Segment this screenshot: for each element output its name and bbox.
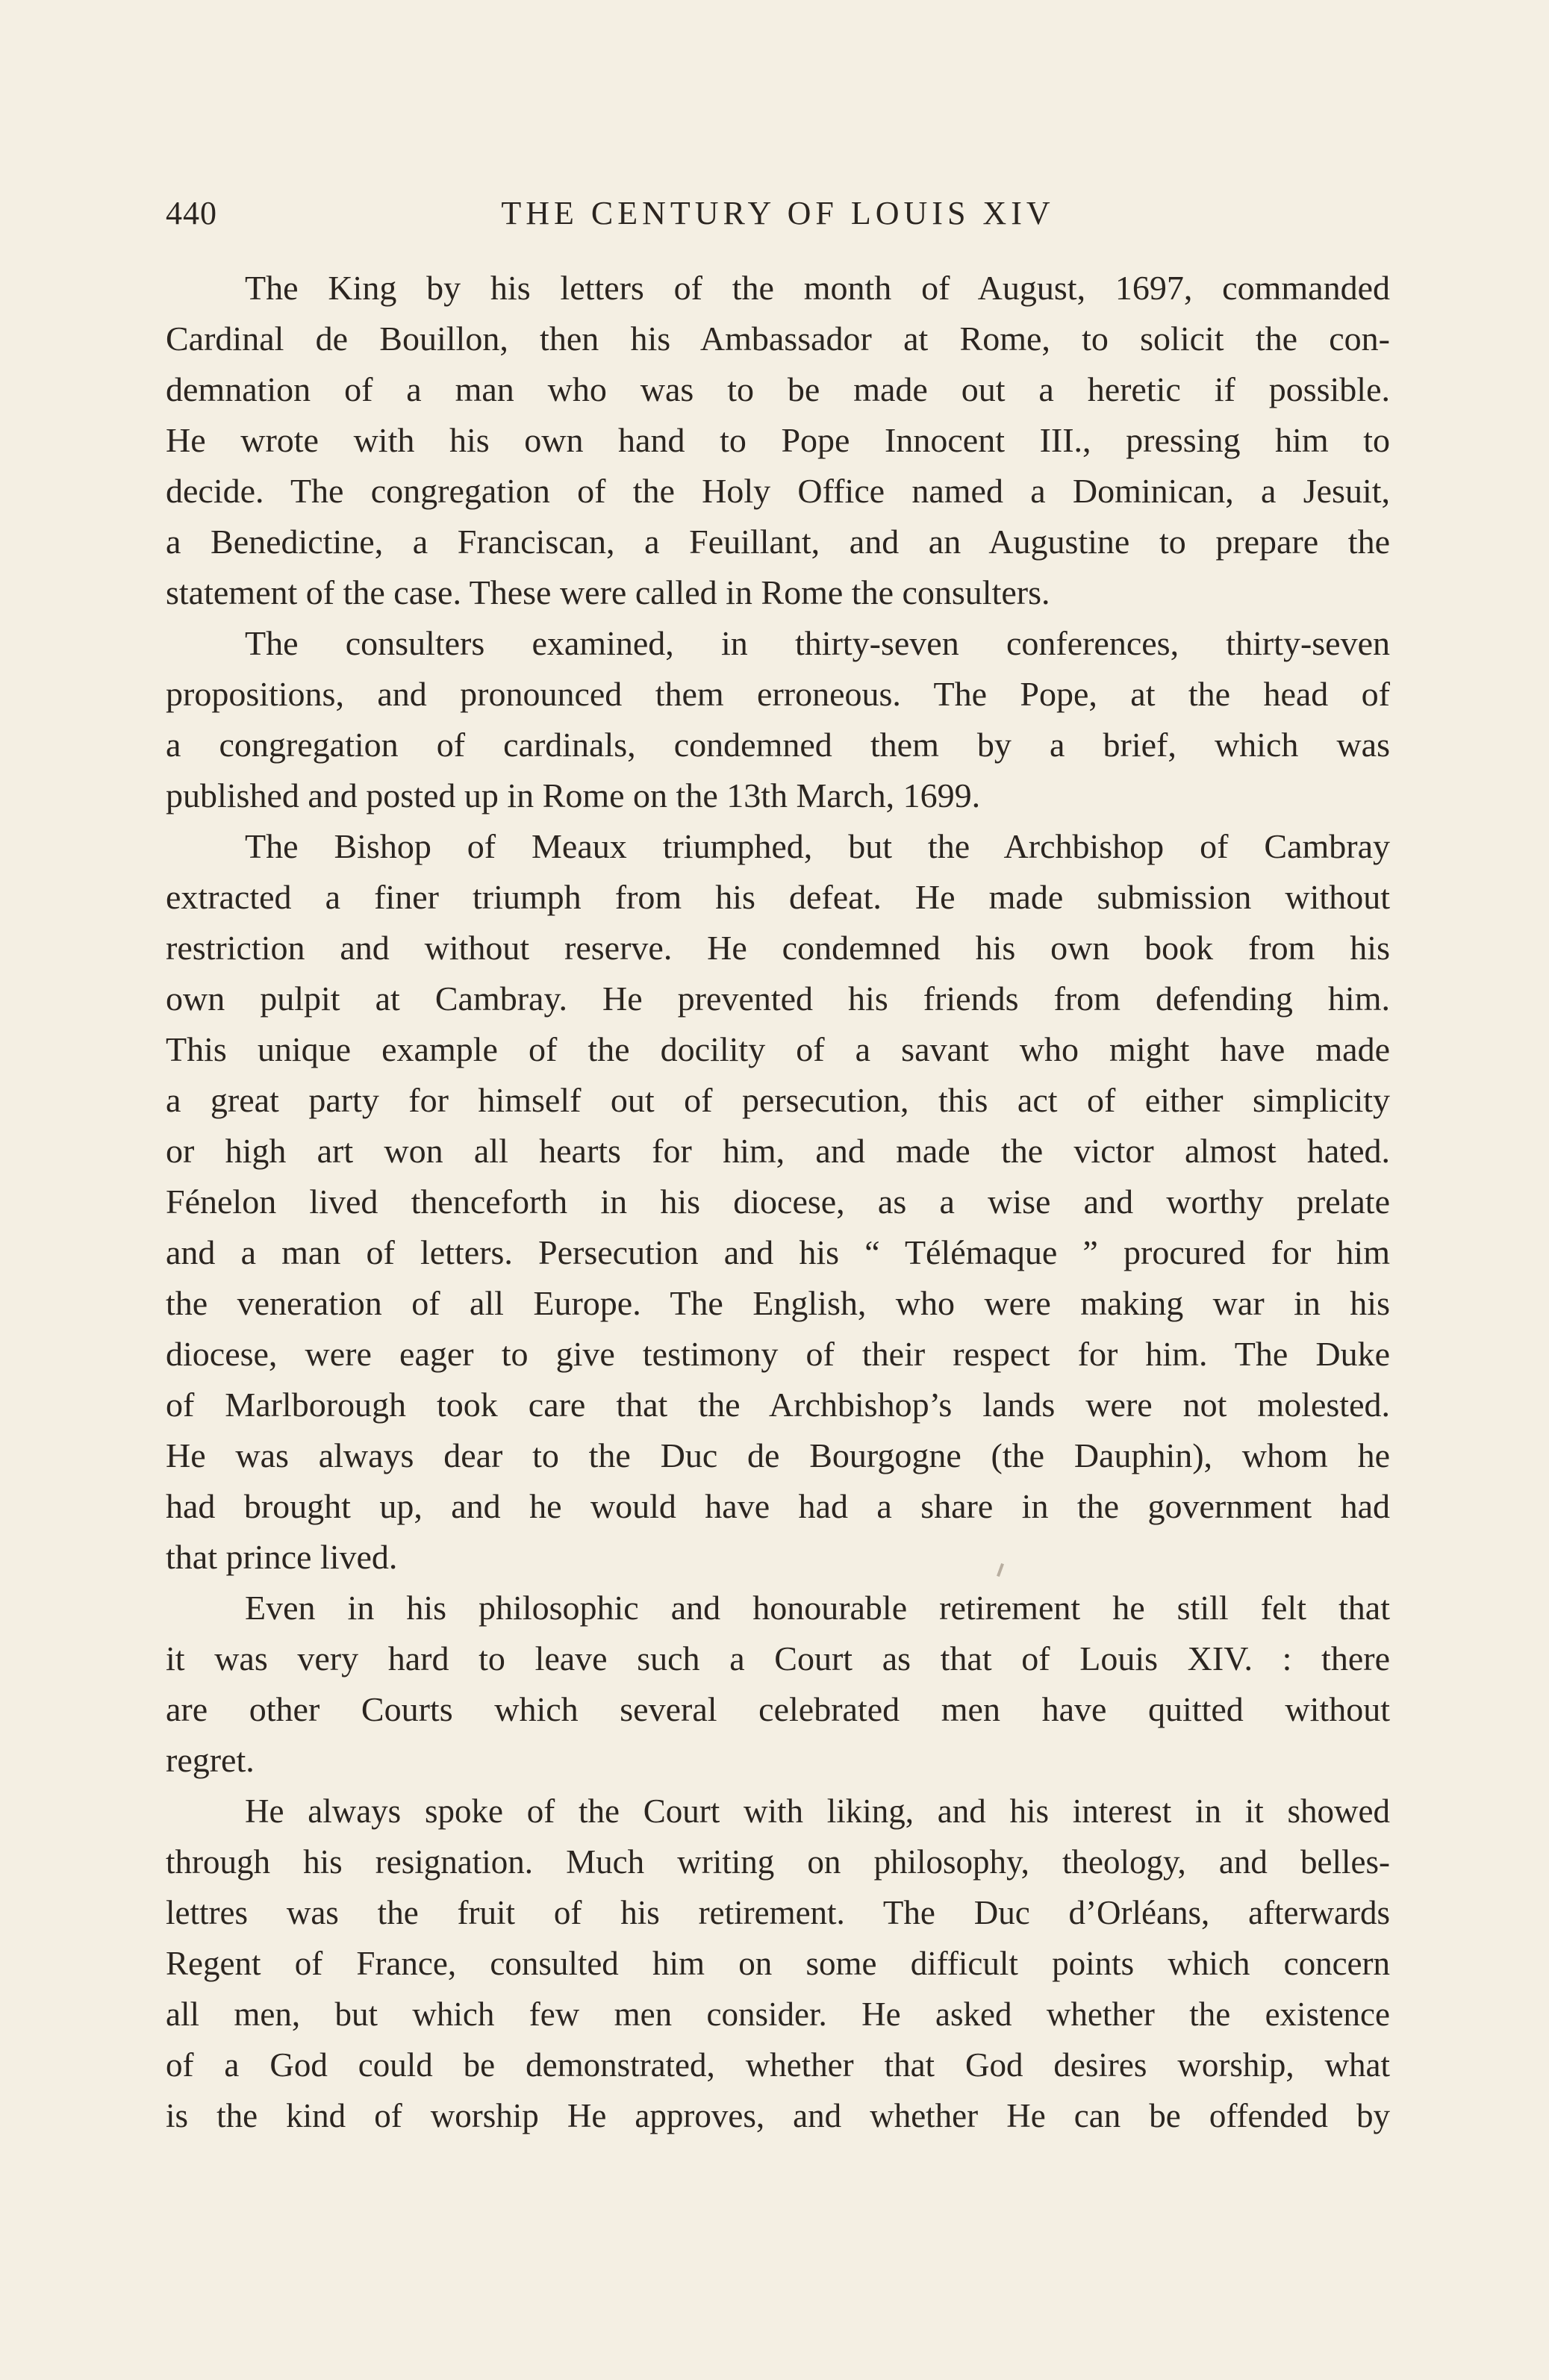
text-line: all men, but which few men consider. He asked whether the existence bbox=[166, 1996, 1390, 2033]
text-line: lettres was the fruit of his retirement. The Duc d’Orléans, afterwards bbox=[166, 1894, 1390, 1931]
text-line: statement of the case. These were called in Rome the consulters. bbox=[166, 573, 1050, 611]
paragraph-2 bbox=[166, 618, 1390, 821]
text-line: had brought up, and he would have had a share in the government had bbox=[166, 1487, 1390, 1525]
text-line: Even in his philosophic and honourable retirement he still felt that bbox=[245, 1589, 1390, 1627]
text-line: diocese, were eager to give testimony of their respect for him. The Duke bbox=[166, 1335, 1390, 1373]
text-line: and a man of letters. Persecution and his “ Télémaque ” procured for him bbox=[166, 1233, 1390, 1271]
text-line: own pulpit at Cambray. He prevented his friends from defending him. bbox=[166, 979, 1390, 1018]
text-line: of Marlborough took care that the Archbishop’s lands were not molested. bbox=[166, 1386, 1390, 1424]
text-line: the veneration of all Europe. The English, who were making war in his bbox=[166, 1284, 1390, 1322]
running-head bbox=[166, 191, 1390, 236]
text-line: a great party for himself out of persecution, this act of either simplicity bbox=[166, 1081, 1390, 1119]
text-line: extracted a finer triumph from his defeat. He made submission without bbox=[166, 878, 1390, 916]
text-line: Fénelon lived thenceforth in his diocese, as a wise and worthy prelate bbox=[166, 1183, 1390, 1221]
text-line: He was always dear to the Duc de Bourgogne (the Dauphin), whom he bbox=[166, 1436, 1390, 1474]
text-line: or high art won all hearts for him, and made the victor almost hated. bbox=[166, 1132, 1390, 1170]
text-line: decide. The congregation of the Holy Office named a Dominican, a Jesuit, bbox=[166, 472, 1390, 510]
text-line: published and posted up in Rome on the 13th March, 1699. bbox=[166, 776, 981, 814]
text-line: restriction and without reserve. He condemned his own book from his bbox=[166, 929, 1390, 967]
page-number: 440 bbox=[166, 195, 217, 231]
running-title: THE CENTURY OF LOUIS XIV bbox=[501, 195, 1055, 231]
text-line: propositions, and pronounced them erroneous. The Pope, at the head of bbox=[166, 675, 1390, 713]
text-line: This unique example of the docility of a savant who might have made bbox=[166, 1030, 1390, 1068]
text-line: through his resignation. Much writing on philosophy, theology, and belles- bbox=[166, 1843, 1390, 1881]
paragraph-3 bbox=[166, 821, 1390, 1583]
text-line: He wrote with his own hand to Pope Innocent III., pressing him to bbox=[166, 421, 1390, 459]
text-line: it was very hard to leave such a Court as that of Louis XIV. : there bbox=[166, 1639, 1390, 1677]
text-line: He always spoke of the Court with liking, and his interest in it showed bbox=[245, 1792, 1390, 1830]
text-line: The King by his letters of the month of August, 1697, commanded bbox=[245, 269, 1390, 307]
text-line: is the kind of worship He approves, and whether He can be offended by bbox=[166, 2097, 1390, 2134]
text-line: a Benedictine, a Franciscan, a Feuillant, and an Augustine to prepare the bbox=[166, 523, 1390, 561]
paragraph-4 bbox=[166, 1583, 1390, 1786]
text-line: Cardinal de Bouillon, then his Ambassador at Rome, to solicit the con- bbox=[166, 320, 1390, 358]
body-text bbox=[166, 263, 1390, 2141]
text-line: of a God could be demonstrated, whether that God desires worship, what bbox=[166, 2046, 1390, 2084]
text-line: are other Courts which several celebrated men have quitted without bbox=[166, 1690, 1390, 1728]
text-line: Regent of France, consulted him on some difficult points which concern bbox=[166, 1945, 1390, 1982]
paragraph-5 bbox=[166, 1786, 1390, 2141]
text-line: regret. bbox=[166, 1741, 255, 1779]
text-line: that prince lived. bbox=[166, 1538, 398, 1576]
paragraph-1 bbox=[166, 263, 1390, 618]
text-line: The consulters examined, in thirty-seven conferences, thirty-seven bbox=[245, 624, 1390, 662]
text-line: The Bishop of Meaux triumphed, but the Archbishop of Cambray bbox=[245, 827, 1390, 865]
text-line: demnation of a man who was to be made out a heretic if possible. bbox=[166, 370, 1390, 408]
text-line: a congregation of cardinals, condemned them by a brief, which was bbox=[166, 726, 1390, 764]
